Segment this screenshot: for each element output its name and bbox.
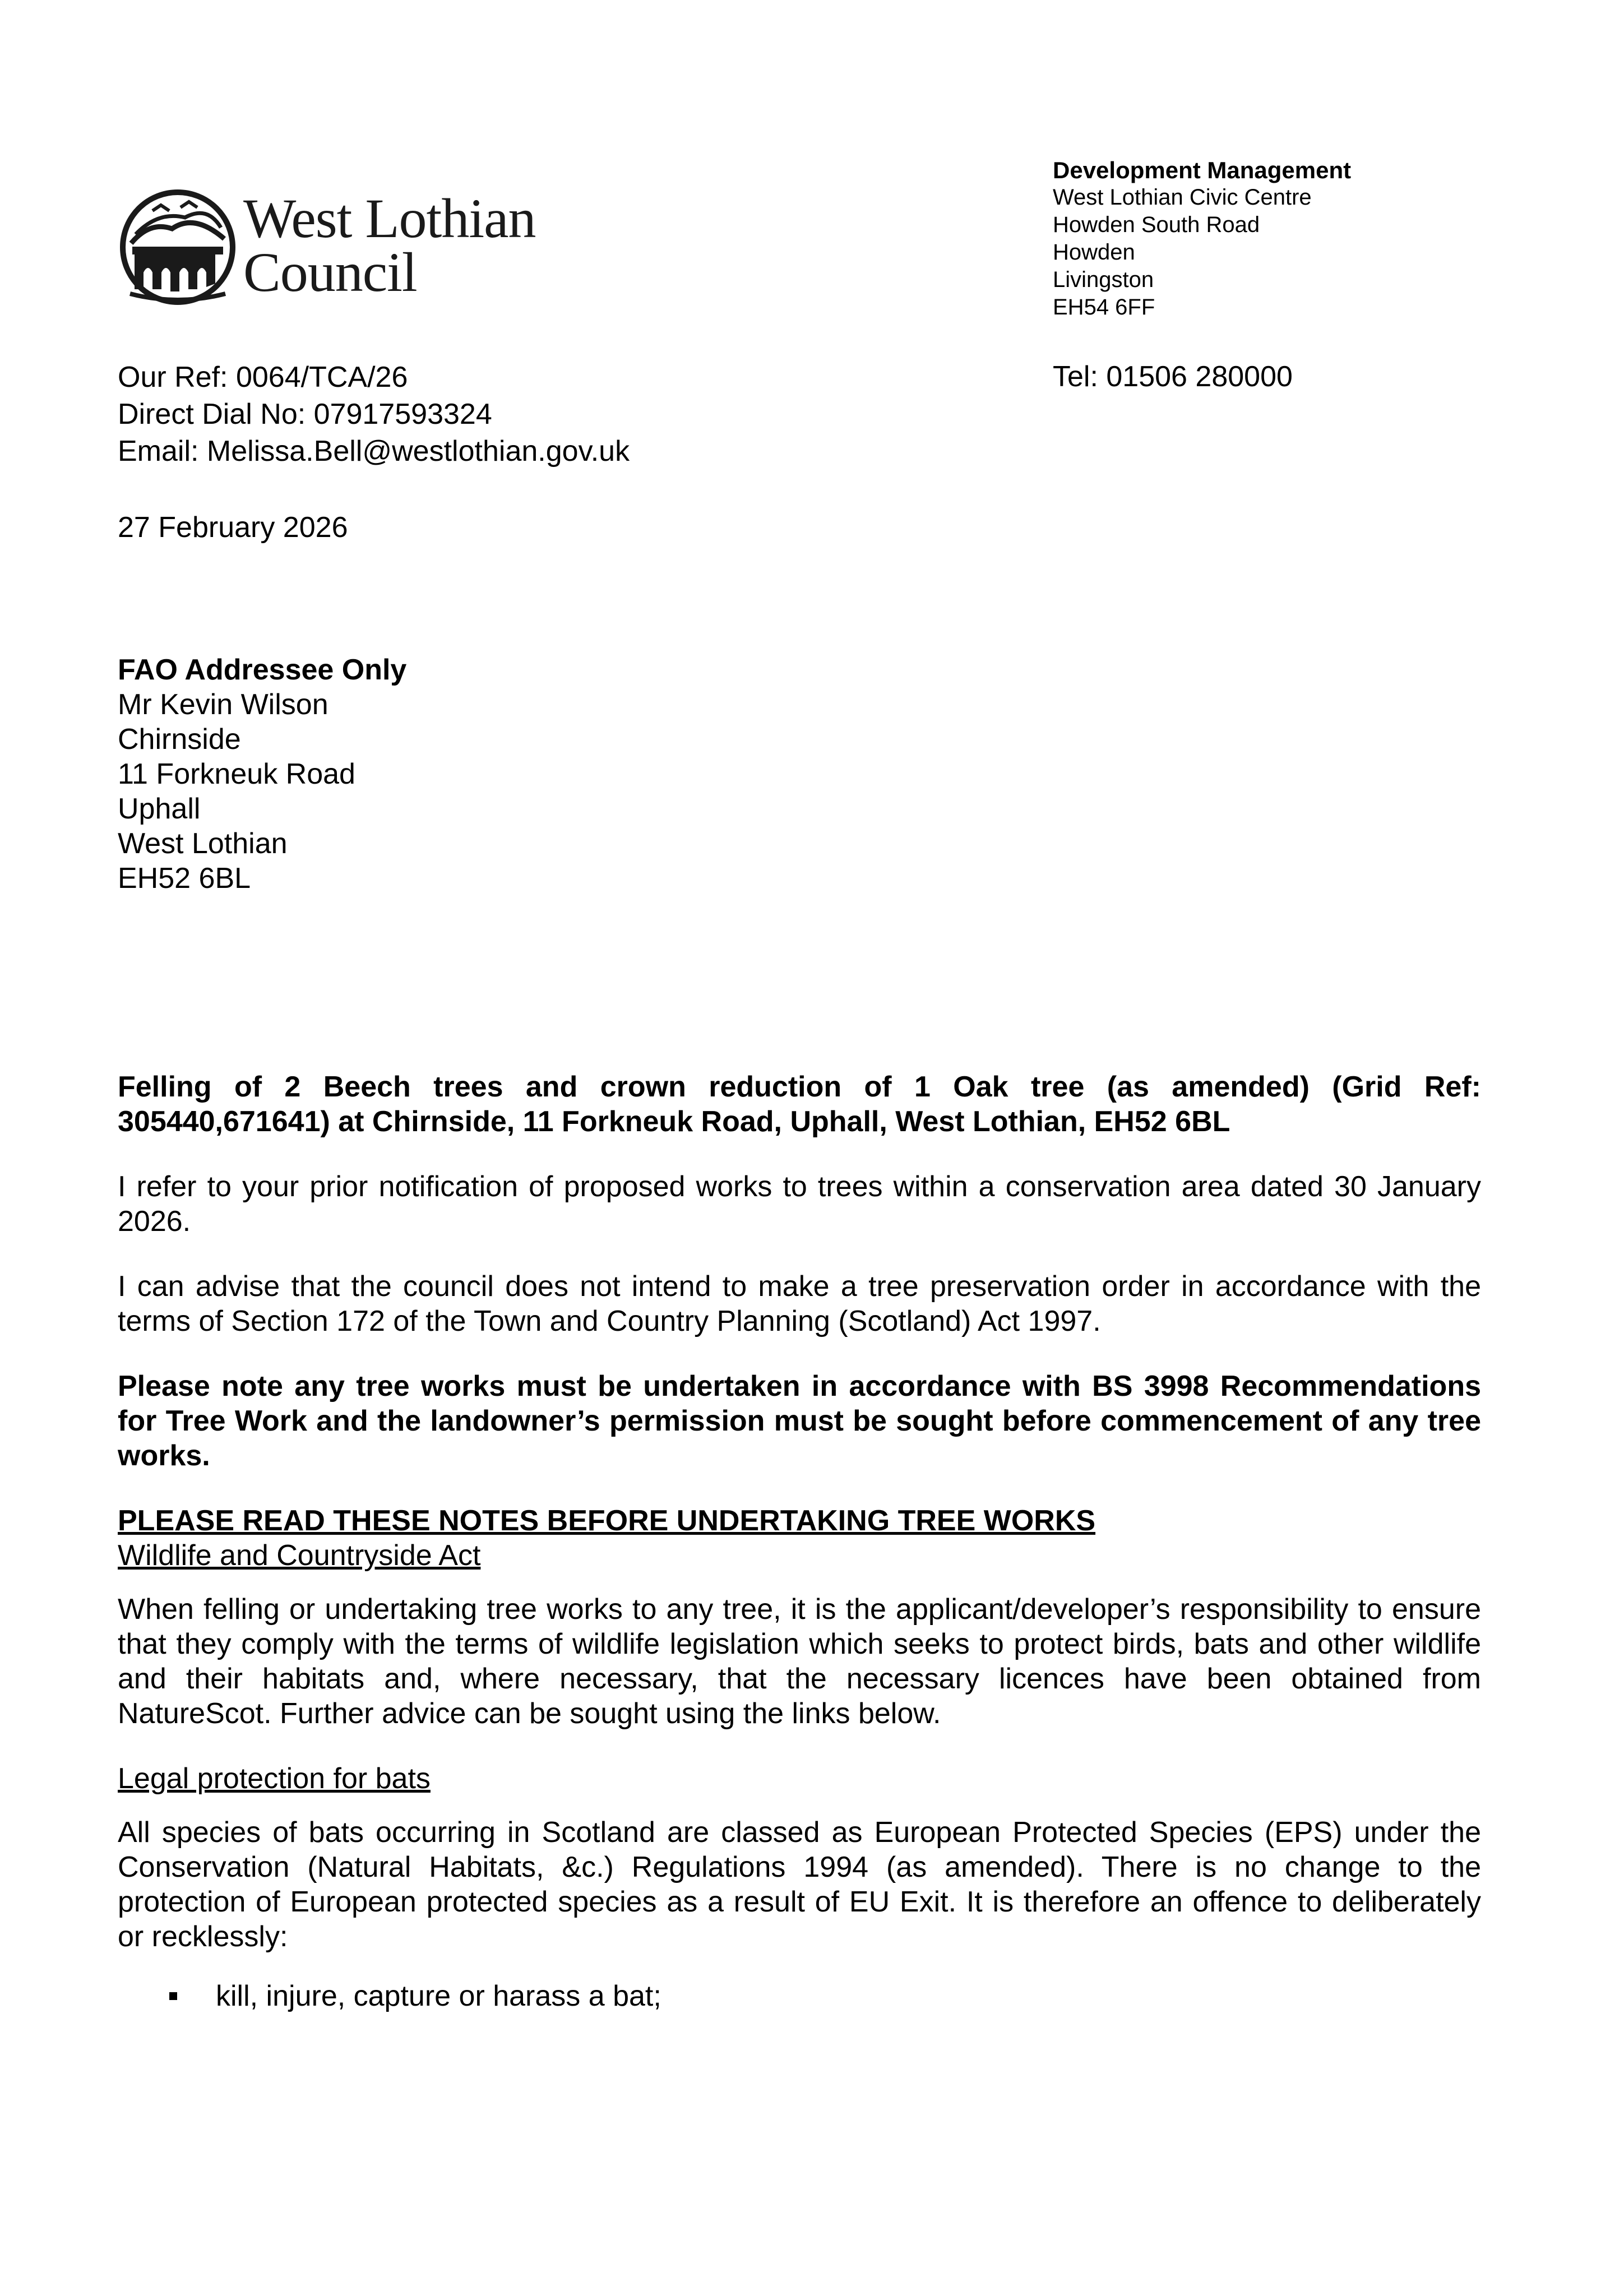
letter-body [118,1070,1481,2013]
recipient-line: Uphall [118,793,201,825]
logo-line-2: Council [243,241,417,303]
sender-address [1053,156,1351,321]
offence-list [118,1979,1481,2013]
recipient-line: EH52 6BL [118,862,251,895]
subject-line: Felling of 2 Beech trees and crown reduction of 1 Oak tree (as amended) (Grid Ref: 305440,671641) at Chirnside, 11 Forkneuk Road, Uphall, West Lothian, EH52 6BL [118,1071,1481,1138]
square-bullet-icon [169,1992,177,2000]
recipient-line: 11 Forkneuk Road [118,758,355,790]
direct-dial: Direct Dial No: 07917593324 [118,398,492,430]
letter-date: 27 February 2026 [118,511,348,544]
recipient-line: Chirnside [118,723,241,756]
sender-address-line: Howden South Road [1053,212,1260,237]
list-item [118,1979,1481,2013]
council-logo [119,188,567,312]
sender-address-line: West Lothian Civic Centre [1053,185,1312,210]
paragraph: I refer to your prior notification of proposed works to trees within a conservation area dated 30 January 2026. [118,1170,1481,1238]
sender-department: Development Management [1053,157,1352,183]
fao-line: FAO Addressee Only [118,654,407,686]
wildlife-heading: Wildlife and Countryside Act [118,1539,481,1572]
recipient-line: Mr Kevin Wilson [118,688,328,721]
list-item-text: kill, injure, capture or harass a bat; [216,1980,661,2012]
logo-wordmark [243,187,536,303]
sender-address-line: EH54 6FF [1053,295,1155,320]
sender-address-line: Livingston [1053,267,1154,292]
sender-address-line: Howden [1053,240,1135,265]
reference-block [118,359,630,470]
wildlife-paragraph: When felling or undertaking tree works to any tree, it is the applicant/developer’s responsibility to ensure that they comply with the terms of wildlife legislation which seeks to protect birds, bats and other wildlife and their habitats and, where necessary, that the necessary licences have been obtained from NatureScot. Further advice can be sought using the links below. [118,1593,1481,1730]
council-crest-icon [119,188,237,306]
logo-line-1: West Lothian [243,187,536,249]
bats-paragraph: All species of bats occurring in Scotland are classed as European Protected Species (EPS) under the Conservation (Natural Habitats, &c.) Regulations 1994 (as amended). There is no change to the protection of European protected species as a result of EU Exit. It is therefore an offence to deliberately or recklessly: [118,1816,1481,1953]
recipient-address [118,652,406,896]
notice-paragraph: Please note any tree works must be undertaken in accordance with BS 3998 Recommendations for Tree Work and the landowner’s permission must be sought before commencement of any tree works. [118,1370,1481,1472]
recipient-line: West Lothian [118,827,288,860]
our-reference: Our Ref: 0064/TCA/26 [118,361,408,394]
bats-heading: Legal protection for bats [118,1762,431,1795]
notes-heading: PLEASE READ THESE NOTES BEFORE UNDERTAKING TREE WORKS [118,1505,1096,1537]
sender-telephone: Tel: 01506 280000 [1053,360,1293,393]
contact-email: Email: Melissa.Bell@westlothian.gov.uk [118,435,630,467]
paragraph: I can advise that the council does not intend to make a tree preservation order in accordance with the terms of Section 172 of the Town and Country Planning (Scotland) Act 1997. [118,1270,1481,1337]
